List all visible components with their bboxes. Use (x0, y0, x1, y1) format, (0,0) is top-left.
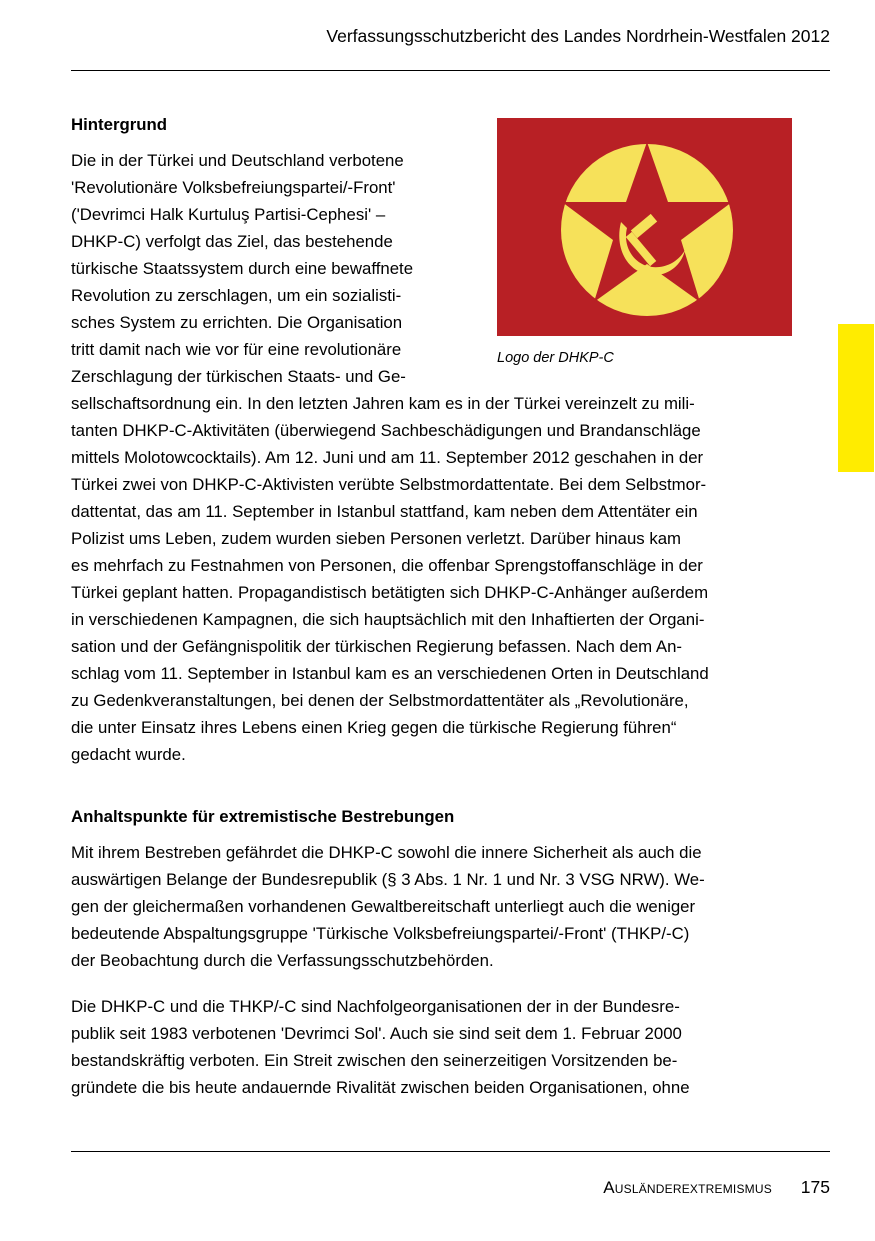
text-line: sches System zu errichten. Die Organisation (71, 313, 403, 332)
text-line: gründete die bis heute andauernde Rivalität zwischen beiden Organisationen, ohne (71, 1078, 690, 1097)
page-body (71, 113, 791, 1120)
text-line: zu Gedenkveranstaltungen, bei denen der Selbstmordattentäter als „Revolutionäre, (71, 691, 689, 710)
text-line: bestandskräftig verboten. Ein Streit zwischen den seinerzeitigen Vorsitzenden be- (71, 1051, 678, 1070)
paragraph-anhaltspunkte-2 (71, 993, 791, 1101)
text-line: DHKP-C) verfolgt das Ziel, das bestehende (71, 232, 393, 251)
text-line: Die in der Türkei und Deutschland verbotene (71, 151, 404, 170)
footer-divider (71, 1151, 830, 1152)
text-line: publik seit 1983 verbotenen 'Devrimci Sol'. Auch sie sind seit dem 1. Februar 2000 (71, 1024, 682, 1043)
paragraph-anhaltspunkte-1 (71, 839, 791, 974)
text-line: sellschaftsordnung ein. In den letzten Jahren kam es in der Türkei vereinzelt zu mili- (71, 394, 695, 413)
running-header-title: Verfassungsschutzbericht des Landes Nordrhein-Westfalen 2012 (326, 26, 830, 46)
header-divider (71, 70, 830, 71)
text-line: gen der gleichermaßen vorhandenen Gewaltbereitschaft unterliegt auch die weniger (71, 897, 696, 916)
text-line: der Beobachtung durch die Verfassungsschutzbehörden. (71, 951, 494, 970)
text-line: ('Devrimci Halk Kurtuluş Partisi-Cephesi' – (71, 205, 386, 224)
text-line: gedacht wurde. (71, 745, 186, 764)
chapter-marker-tab (838, 324, 874, 472)
footer-section-title: Ausländerextremismus (603, 1178, 772, 1197)
text-line: sation und der Gefängnispolitik der türkischen Regierung befassen. Nach dem An- (71, 637, 683, 656)
text-line: Zerschlagung der türkischen Staats- und Ge- (71, 367, 406, 386)
dhkp-c-logo (497, 118, 792, 336)
text-line: es mehrfach zu Festnahmen von Personen, die offenbar Sprengstoffanschläge in der (71, 556, 703, 575)
text-line: tanten DHKP-C-Aktivitäten (überwiegend Sachbeschädigungen und Brandanschläge (71, 421, 701, 440)
text-line: dattentat, das am 11. September in Istanbul stattfand, kam neben dem Attentäter ein (71, 502, 698, 521)
text-line: 'Revolutionäre Volksbefreiungspartei/-Front' (71, 178, 396, 197)
text-line: mittels Molotowcocktails). Am 12. Juni und am 11. September 2012 geschahen in der (71, 448, 704, 467)
text-line: schlag vom 11. September in Istanbul kam es an verschiedenen Orten in Deutschland (71, 664, 709, 683)
text-line: Revolution zu zerschlagen, um ein sozialisti- (71, 286, 402, 305)
page-footer (603, 1175, 830, 1200)
text-line: Polizist ums Leben, zudem wurden sieben Personen verletzt. Darüber hinaus kam (71, 529, 682, 548)
text-line: Mit ihrem Bestreben gefährdet die DHKP-C sowohl die innere Sicherheit als auch die (71, 843, 702, 862)
figure-caption: Logo der DHKP-C (497, 350, 614, 366)
text-line: Türkei zwei von DHKP-C-Aktivisten verübte Selbstmordattentate. Bei dem Selbstmor- (71, 475, 707, 494)
text-line: türkische Staatssystem durch eine bewaffnete (71, 259, 414, 278)
section-heading-hintergrund: Hintergrund (71, 115, 168, 134)
text-line: bedeutende Abspaltungsgruppe 'Türkische Volksbefreiungspartei/-Front' (THKP/-C) (71, 924, 690, 943)
text-line: tritt damit nach wie vor für eine revolutionäre (71, 340, 402, 359)
text-line: auswärtigen Belange der Bundesrepublik (§ 3 Abs. 1 Nr. 1 und Nr. 3 VSG NRW). We- (71, 870, 705, 889)
text-line: Türkei geplant hatten. Propagandistisch betätigten sich DHKP-C-Anhänger außerdem (71, 583, 709, 602)
section-heading-anhaltspunkte: Anhaltspunkte für extremistische Bestrebungen (71, 807, 455, 826)
text-line: in verschiedenen Kampagnen, die sich hauptsächlich mit den Inhaftierten der Organi- (71, 610, 705, 629)
text-line: die unter Einsatz ihres Lebens einen Krieg gegen die türkische Regierung führen“ (71, 718, 677, 737)
figure (497, 118, 797, 368)
page-number: 175 (800, 1177, 830, 1197)
text-line: Die DHKP-C und die THKP/-C sind Nachfolgeorganisationen der in der Bundesre- (71, 997, 680, 1016)
